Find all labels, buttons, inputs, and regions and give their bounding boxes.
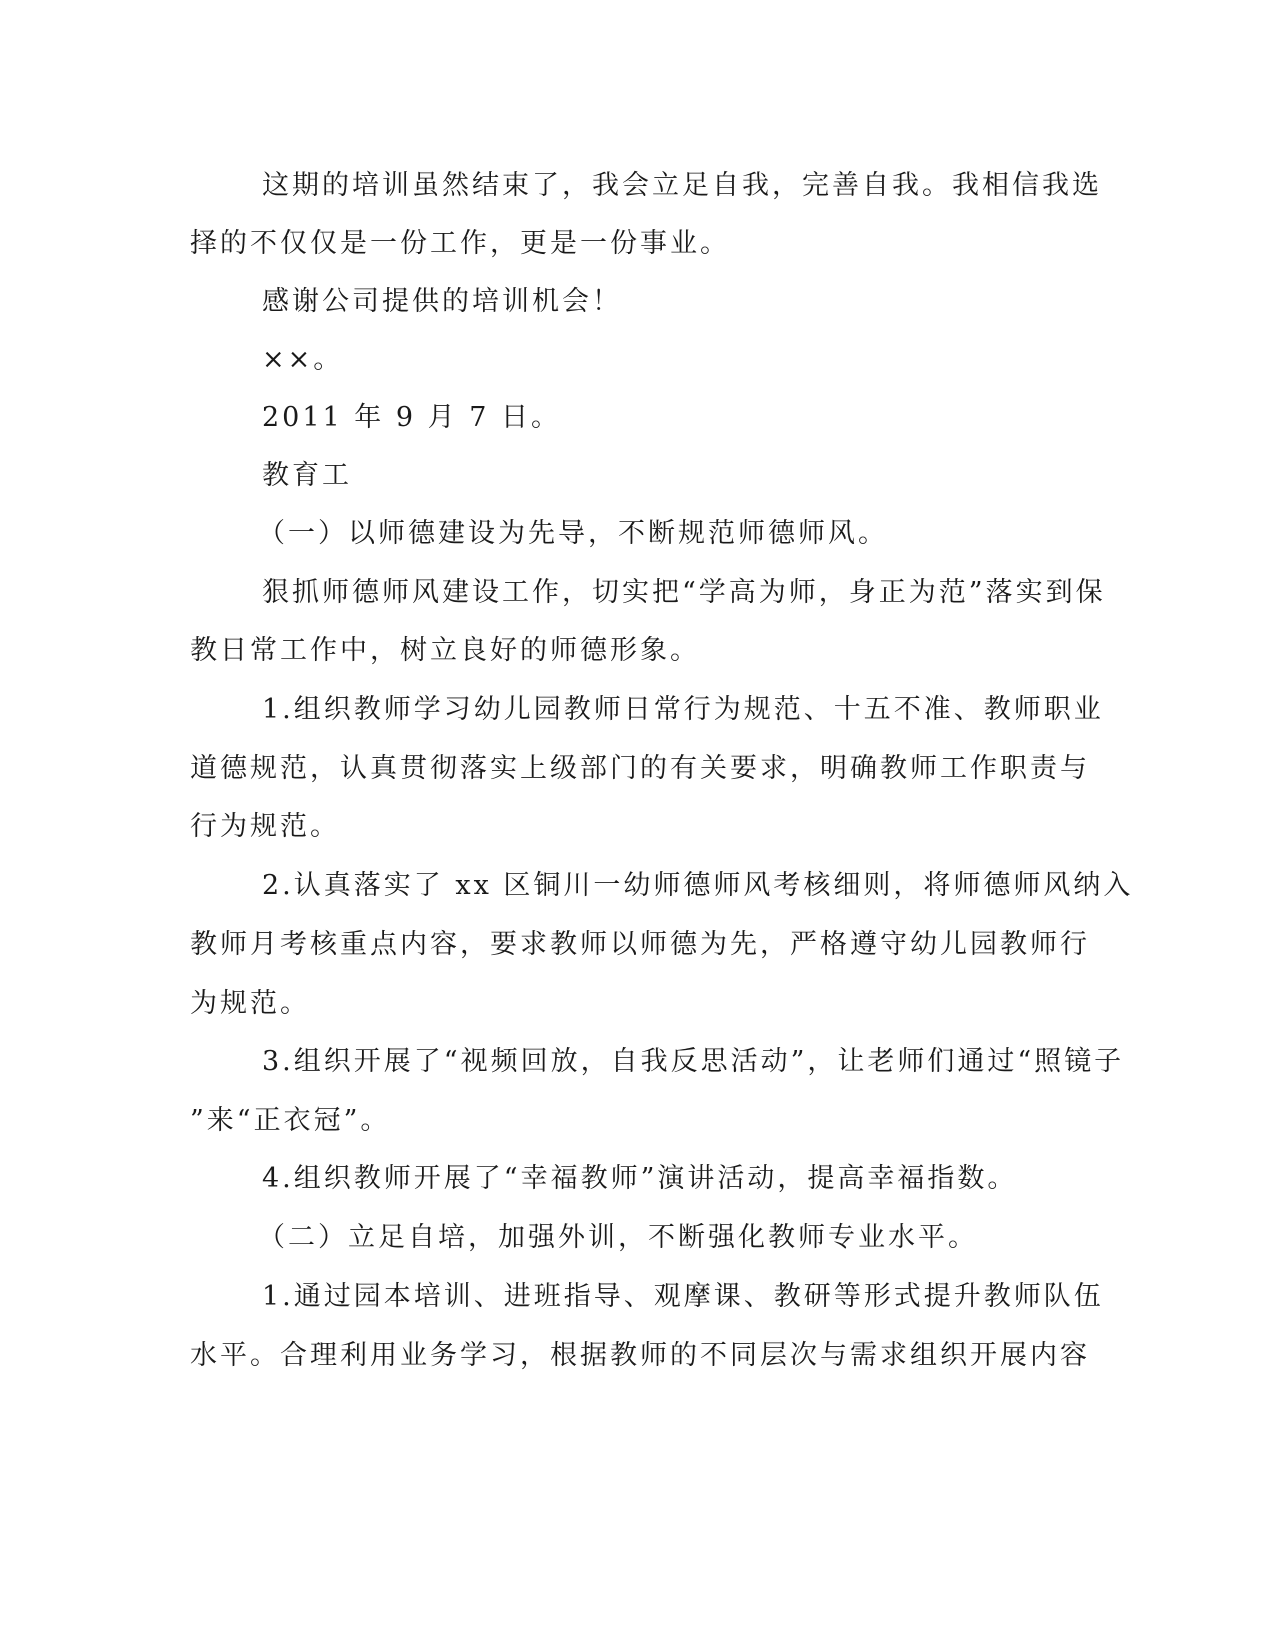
section-title: 教育工 xyxy=(262,460,352,491)
list-item-line: 行为规范。 xyxy=(190,811,340,842)
list-item-line: 4.组织教师开展了“幸福教师”演讲活动，提高幸福指数。 xyxy=(262,1163,1018,1194)
paragraph-line: 感谢公司提供的培训机会！ xyxy=(262,286,622,317)
list-item-line: ”来“正衣冠”。 xyxy=(190,1105,391,1136)
list-item-line: 1.组织教师学习幼儿园教师日常行为规范、十五不准、教师职业 xyxy=(262,694,1104,725)
list-item-line: 2.认真落实了 xx 区铜川一幼师德师风考核细则，将师德师风纳入 xyxy=(262,870,1134,901)
signature-line: ××。 xyxy=(262,344,344,375)
list-item-line: 教师月考核重点内容，要求教师以师德为先，严格遵守幼儿园教师行 xyxy=(190,929,1090,960)
list-item-line: 道德规范，认真贯彻落实上级部门的有关要求，明确教师工作职责与 xyxy=(190,753,1090,784)
paragraph-line: 狠抓师德师风建设工作，切实把“学高为师，身正为范”落实到保 xyxy=(262,577,1106,608)
list-item-line: 为规范。 xyxy=(190,988,310,1019)
date-line: 2011 年 9 月 7 日。 xyxy=(262,402,561,433)
paragraph-line: 这期的培训虽然结束了，我会立足自我，完善自我。我相信我选 xyxy=(262,170,1102,201)
list-item-line: 1.通过园本培训、进班指导、观摩课、教研等形式提升教师队伍 xyxy=(262,1281,1104,1312)
list-item-line: 水平。合理利用业务学习，根据教师的不同层次与需求组织开展内容 xyxy=(190,1340,1090,1371)
section-heading: （一）以师德建设为先导，不断规范师德师风。 xyxy=(258,518,888,549)
paragraph-line: 教日常工作中，树立良好的师德形象。 xyxy=(190,635,700,666)
paragraph-line: 择的不仅仅是一份工作，更是一份事业。 xyxy=(190,228,730,259)
list-item-line: 3.组织开展了“视频回放，自我反思活动”，让老师们通过“照镜子 xyxy=(262,1046,1125,1077)
section-heading: （二）立足自培，加强外训，不断强化教师专业水平。 xyxy=(258,1222,978,1253)
